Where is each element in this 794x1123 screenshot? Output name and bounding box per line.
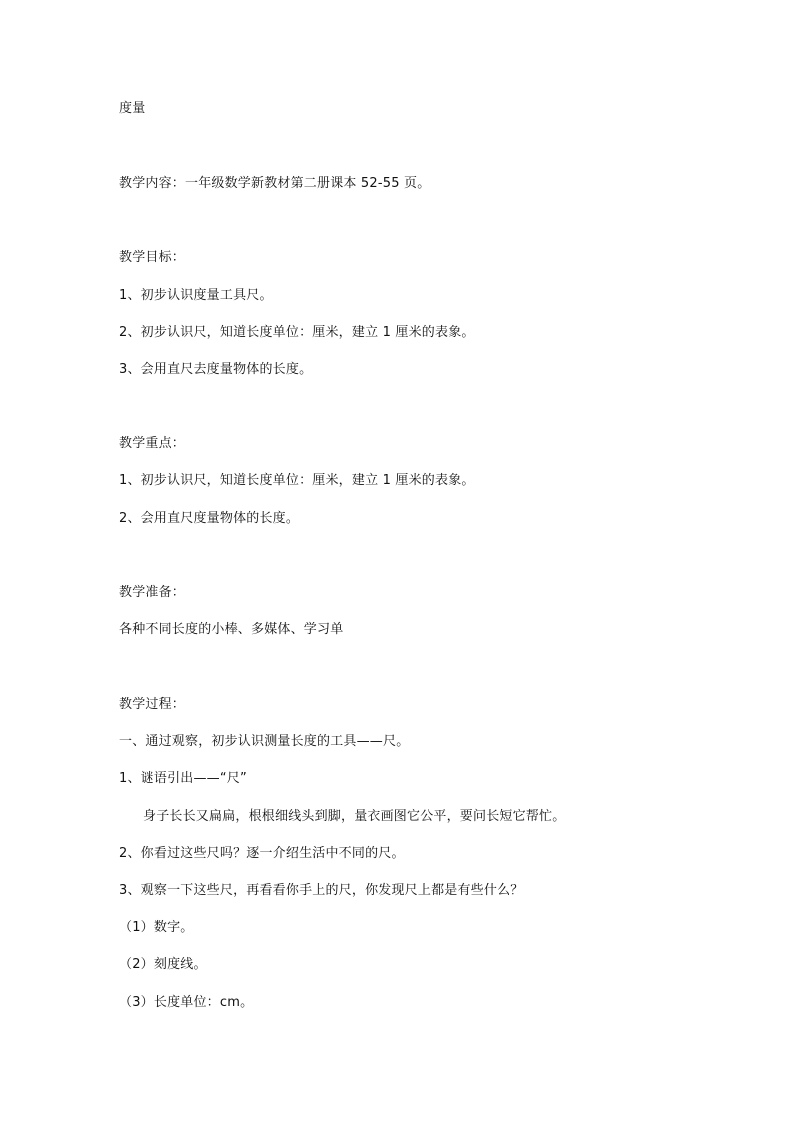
objective-item-1: 1、初步认识度量工具尺。 [119,288,273,303]
process-line-4: 2、你看过这些尺吗？逐一介绍生活中不同的尺。 [119,846,405,861]
key-point-item-1: 1、初步认识尺，知道长度单位：厘米，建立 1 厘米的表象。 [119,473,475,488]
process-heading: 教学过程： [119,697,186,712]
process-line-8: （3）长度单位：cm。 [119,995,254,1010]
process-line-5: 3、观察一下这些尺，再看看你手上的尺，你发现尺上都是有些什么？ [119,883,524,898]
objective-item-2: 2、初步认识尺，知道长度单位：厘米，建立 1 厘米的表象。 [119,325,475,340]
process-line-7: （2）刻度线。 [119,957,207,972]
key-point-item-2: 2、会用直尺度量物体的长度。 [119,511,300,526]
process-line-1: 一、通过观察，初步认识测量长度的工具——尺。 [119,734,410,749]
document-title: 度量 [119,101,146,116]
process-line-6: （1）数字。 [119,920,194,935]
key-points-heading: 教学重点： [119,436,186,451]
riddle-text: 身子长长又扁扁，根根细线头到脚，量衣画图它公平，要问长短它帮忙。 [143,809,566,824]
teaching-content: 教学内容：一年级数学新教材第二册课本 52-55 页。 [119,176,431,191]
process-line-2: 1、谜语引出——“尺” [119,771,247,786]
preparation-text: 各种不同长度的小棒、多媒体、学习单 [119,622,344,637]
preparation-heading: 教学准备： [119,585,186,600]
objectives-heading: 教学目标： [119,250,186,265]
objective-item-3: 3、会用直尺去度量物体的长度。 [119,362,313,377]
